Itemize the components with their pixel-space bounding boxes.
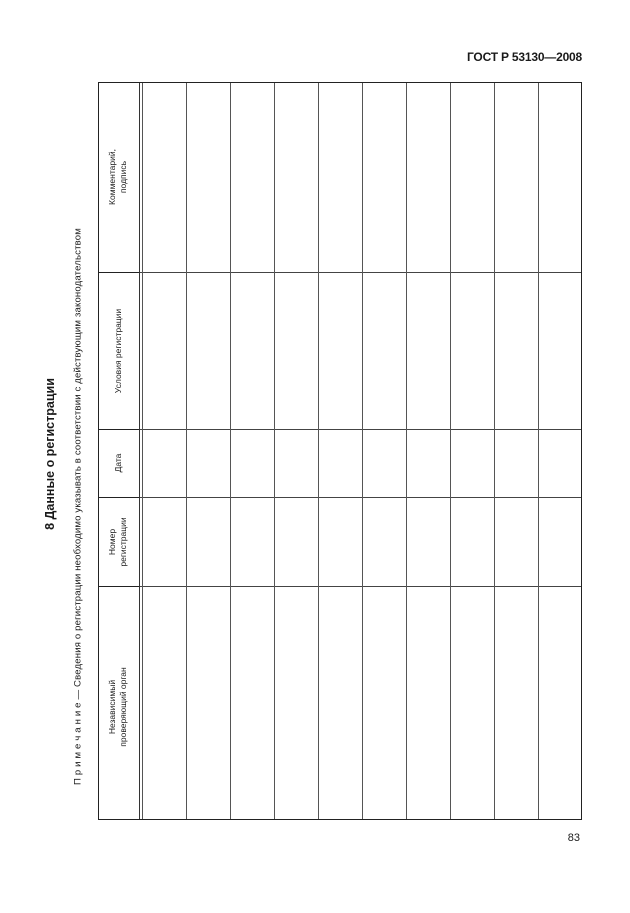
section-title: 8 Данные о регистрации [43, 378, 57, 530]
header-divider-2 [99, 429, 140, 430]
row-divider-1 [140, 272, 581, 273]
entry-line-2 [230, 83, 231, 819]
entry-line-7 [450, 83, 451, 819]
column-header-registration-number [107, 492, 131, 592]
column-header-line: Условия регистрации [113, 308, 123, 394]
entry-line-3 [274, 83, 275, 819]
row-divider-3 [140, 497, 581, 498]
column-header-date [113, 433, 125, 493]
registration-table [98, 82, 582, 820]
header-double-line [142, 83, 143, 819]
header-column-divider [139, 83, 140, 819]
entry-line-9 [538, 83, 539, 819]
column-header-inspecting-body [107, 632, 131, 782]
row-divider-2 [140, 429, 581, 430]
page-number: 83 [567, 832, 580, 844]
header-divider-1 [99, 272, 140, 273]
column-header-line: Дата [113, 453, 123, 473]
column-header-line: Номер [107, 528, 117, 556]
column-header-line: подпись [118, 160, 128, 194]
column-header-line: Комментарий, [107, 149, 117, 205]
column-header-line: проверяющий орган [118, 667, 128, 747]
column-header-registration-conditions [113, 291, 125, 411]
registration-note [73, 217, 84, 797]
standard-code: ГОСТ Р 53130—2008 [466, 50, 582, 64]
column-header-comment-signature [107, 117, 131, 237]
note-label: П р и м е ч а н и е [72, 702, 84, 786]
entry-line-8 [494, 83, 495, 819]
row-divider-4 [140, 586, 581, 587]
entry-line-6 [406, 83, 407, 819]
entry-line-1 [186, 83, 187, 819]
column-header-line: регистрации [118, 517, 128, 567]
entry-line-4 [318, 83, 319, 819]
column-header-line: Независимый [107, 679, 117, 735]
entry-line-5 [362, 83, 363, 819]
note-text: — Сведения о регистрации необходимо указывать в соответствии с действующим законодательством [72, 227, 84, 703]
